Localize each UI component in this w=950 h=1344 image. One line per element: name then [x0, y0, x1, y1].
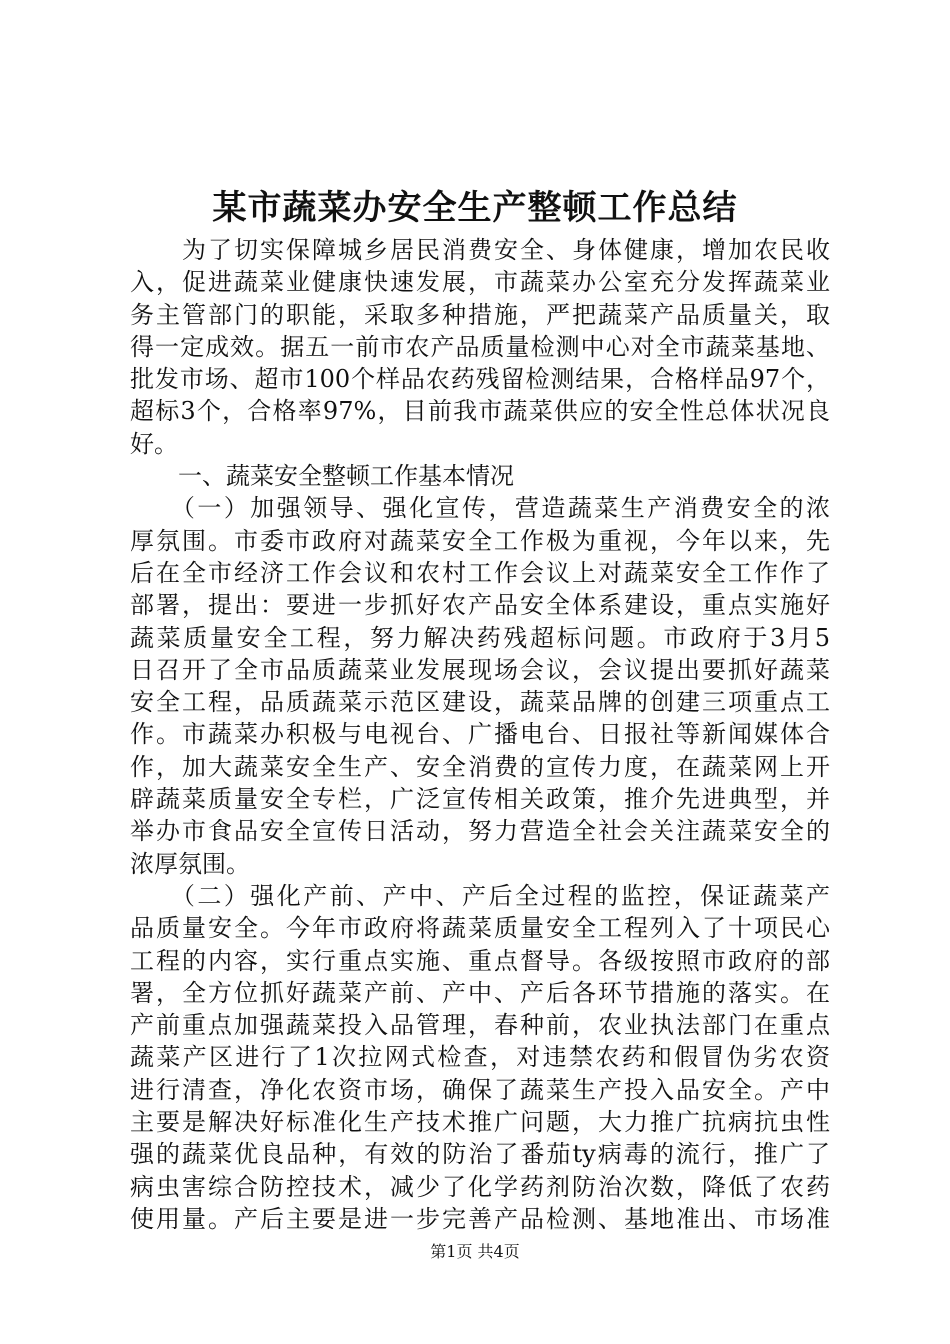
body-text-line: 安全工程，品质蔬菜示范区建设，蔬菜品牌的创建三项重点工 [130, 688, 830, 717]
body-text-line: 主要是解决好标准化生产技术推广问题，大力推广抗病抗虫性 [130, 1108, 830, 1137]
body-text-line: 蔬菜产区进行了1次拉网式检查，对违禁农药和假冒伪劣农资 [130, 1043, 830, 1072]
body-text-line: 后在全市经济工作会议和农村工作会议上对蔬菜安全工作作了 [130, 558, 830, 587]
body-text-line: 一、蔬菜安全整顿工作基本情况 [130, 462, 514, 491]
body-text-line: 使用量。产后主要是进一步完善产品检测、基地准出、市场准 [130, 1204, 830, 1233]
body-text-line: 署，全方位抓好蔬菜产前、产中、产后各环节措施的落实。在 [130, 978, 830, 1007]
body-text-line: 好。 [130, 429, 178, 458]
body-text-line: 蔬菜质量安全工程，努力解决药残超标问题。市政府于3月5 [130, 623, 830, 652]
body-text-line: 得一定成效。据五一前市农产品质量检测中心对全市蔬菜基地、 [130, 332, 830, 361]
body-text-line: 品质量安全。今年市政府将蔬菜质量安全工程列入了十项民心 [130, 914, 830, 943]
body-text-line: 辟蔬菜质量安全专栏，广泛宣传相关政策，推介先进典型，并 [130, 785, 830, 814]
body-text-line: 厚氛围。市委市政府对蔬菜安全工作极为重视，今年以来，先 [130, 526, 830, 555]
body-text-line: 工程的内容，实行重点实施、重点督导。各级按照市政府的部 [130, 946, 830, 975]
body-text-line: 进行清查，净化农资市场，确保了蔬菜生产投入品安全。产中 [130, 1075, 830, 1104]
body-text-line: （一）加强领导、强化宣传，营造蔬菜生产消费安全的浓 [130, 494, 830, 523]
body-text-line: 作。市蔬菜办积极与电视台、广播电台、日报社等新闻媒体合 [130, 720, 830, 749]
body-text-line: 务主管部门的职能，采取多种措施，严把蔬菜产品质量关，取 [130, 300, 830, 329]
body-text-line: 入，促进蔬菜业健康快速发展，市蔬菜办公室充分发挥蔬菜业 [130, 268, 830, 297]
body-text-line: 为了切实保障城乡居民消费安全、身体健康，增加农民收 [130, 236, 830, 264]
body-text-line: 部署，提出：要进一步抓好农产品安全体系建设，重点实施好 [130, 591, 830, 620]
document-title: 某市蔬菜办安全生产整顿工作总结 [212, 188, 738, 228]
body-text-line: 超标3个，合格率97%，目前我市蔬菜供应的安全性总体状况良 [130, 397, 830, 426]
body-text-line: 产前重点加强蔬菜投入品管理，春种前，农业执法部门在重点 [130, 1011, 830, 1040]
body-text-line: 病虫害综合防控技术，减少了化学药剂防治次数，降低了农药 [130, 1172, 830, 1201]
body-text-line: （二）强化产前、产中、产后全过程的监控，保证蔬菜产 [130, 881, 830, 910]
body-text-line: 批发市场、超市100个样品农药残留检测结果，合格样品97个， [130, 365, 830, 394]
document-body [130, 234, 830, 1235]
body-text-line: 举办市食品安全宣传日活动，努力营造全社会关注蔬菜安全的 [130, 817, 830, 846]
body-text-line: 作，加大蔬菜安全生产、安全消费的宣传力度，在蔬菜网上开 [130, 752, 830, 781]
body-text-line: 日召开了全市品质蔬菜业发展现场会议，会议提出要抓好蔬菜 [130, 655, 830, 684]
page-footer: 第1页 共4页 [430, 1242, 520, 1261]
body-text-line: 强的蔬菜优良品种，有效的防治了番茄ty病毒的流行，推广了 [130, 1140, 830, 1169]
body-text-line: 浓厚氛围。 [130, 849, 250, 878]
